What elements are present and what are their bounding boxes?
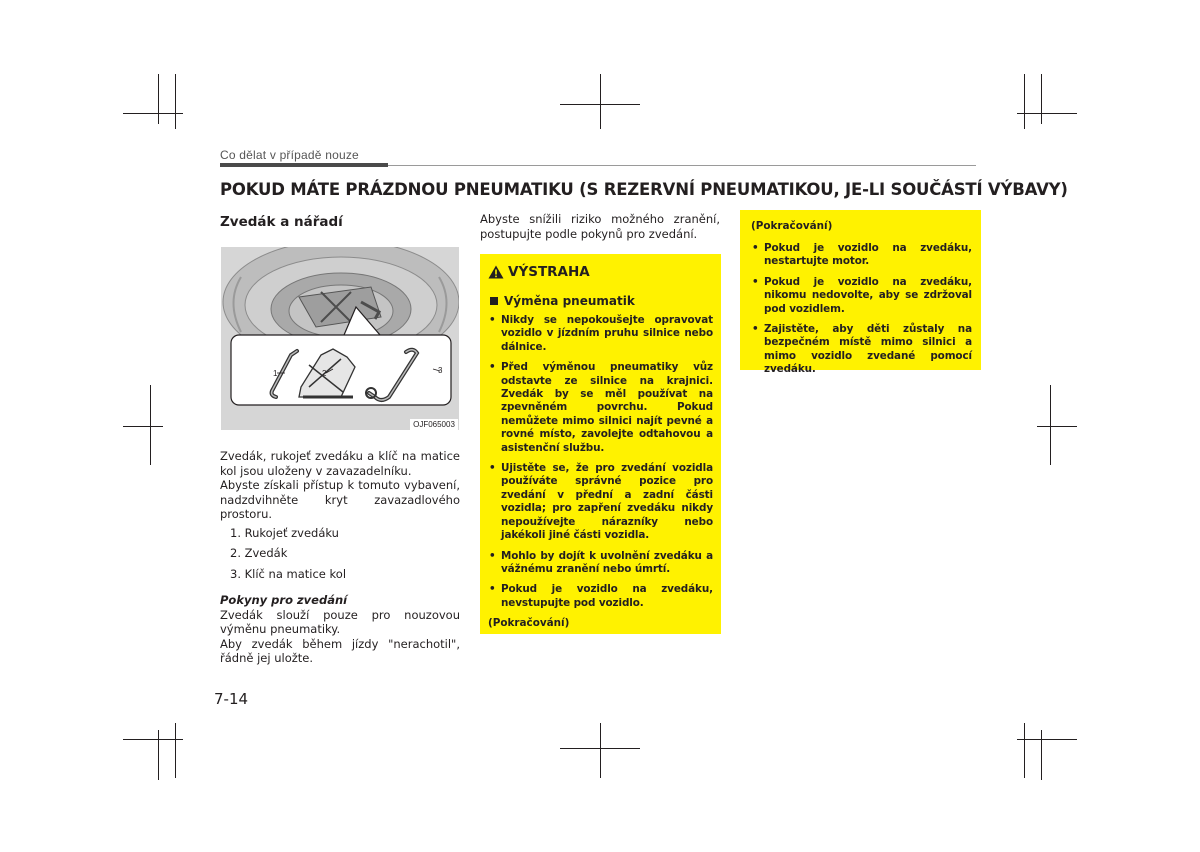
paragraph: Abyste získali přístup k tomuto vybavení, nadzdvihněte kryt zavazadlového prostoru. xyxy=(220,478,460,521)
left-column-text xyxy=(220,449,460,666)
paragraph: Zvedák slouží pouze pro nouzovou výměnu pneumatiky. xyxy=(220,607,460,636)
warning-bullet: • Pokud je vozidlo na zvedáku, nikomu nedovolte, aby se zdržoval pod vozidlem. xyxy=(751,276,972,316)
section-rule xyxy=(220,163,388,167)
lifting-instructions-heading: Pokyny pro zvedání xyxy=(220,593,348,607)
warning-subtitle: Výměna pneumatik xyxy=(504,294,635,308)
page-title: POKUD MÁTE PRÁZDNOU PNEUMATIKU (S REZERVNÍ PNEUMATIKOU, JE-LI SOUČÁSTÍ VÝBAVY) xyxy=(220,180,1068,199)
warning-bullet: • Zajistěte, aby děti zůstaly na bezpečném místě mimo silnici a mimo vozidlo zvedané pomocí zvedáku. xyxy=(751,323,972,377)
warning-title: VÝSTRAHA xyxy=(508,264,590,280)
trunk-illustration xyxy=(221,247,459,430)
warning-bullet: • Před výměnou pneumatiky vůz odstavte ze silnice na krajnici. Zvedák by se měl používat na zpevněném povrchu. Pokud nemůžete mimo silnici najít pevné a rovné místo, zavolejte odtahovou a asistenční službu. xyxy=(488,361,713,455)
list-item: 2. Zvedák xyxy=(230,546,288,560)
section-rule-thin xyxy=(388,165,976,166)
warning-box xyxy=(480,254,721,634)
figure-code: OJF065003 xyxy=(410,419,458,430)
square-bullet-icon xyxy=(490,297,498,305)
callout-3: 3 xyxy=(438,366,443,375)
jack-tools-figure xyxy=(221,247,459,430)
warning-bullet: • Nikdy se nepokoušejte opravovat vozidlo v jízdním pruhu silnice nebo dálnice. xyxy=(488,314,713,354)
paragraph: Aby zvedák během jízdy "nerachotil", řádně jej uložte. xyxy=(220,636,460,665)
callout-1: 1 xyxy=(273,369,278,378)
continued-label: (Pokračování) xyxy=(488,617,570,630)
warning-bullet: • Ujistěte se, že pro zvedání vozidla používáte správné pozice pro zvedání v přední a zadní části vozidla; pro zapření zvedáku nikdy nepoužívejte nárazníky nebo jakékoli jiné části vozidla. xyxy=(488,462,713,542)
warning-bullet: • Mohlo by dojít k uvolnění zvedáku a vážnému zranění nebo úmrtí. xyxy=(488,550,713,577)
warning-triangle-icon xyxy=(488,265,504,279)
warning-bullet: • Pokud je vozidlo na zvedáku, nevstupujte pod vozidlo. xyxy=(488,583,713,610)
paragraph: Zvedák, rukojeť zvedáku a klíč na matice kol jsou uloženy v zavazadelníku. xyxy=(220,449,460,478)
callout-2: 2 xyxy=(322,369,327,378)
list-item: 3. Klíč na matice kol xyxy=(230,566,347,581)
warning-subheader xyxy=(490,294,713,308)
intro-paragraph: Abyste snížili riziko možného zranění, postupujte podle pokynů pro zvedání. xyxy=(480,212,720,241)
continued-label: (Pokračování) xyxy=(751,220,833,232)
list-item: 1. Rukojeť zvedáku xyxy=(230,525,339,540)
warning-bullet: • Pokud je vozidlo na zvedáku, nestartujte motor. xyxy=(751,242,972,269)
section-label: Co dělat v případě nouze xyxy=(220,148,359,162)
warning-header xyxy=(488,264,713,280)
warning-box-continued xyxy=(740,210,981,376)
page-number: 7-14 xyxy=(214,690,249,708)
subhead-jack-tools: Zvedák a nářadí xyxy=(220,214,343,230)
